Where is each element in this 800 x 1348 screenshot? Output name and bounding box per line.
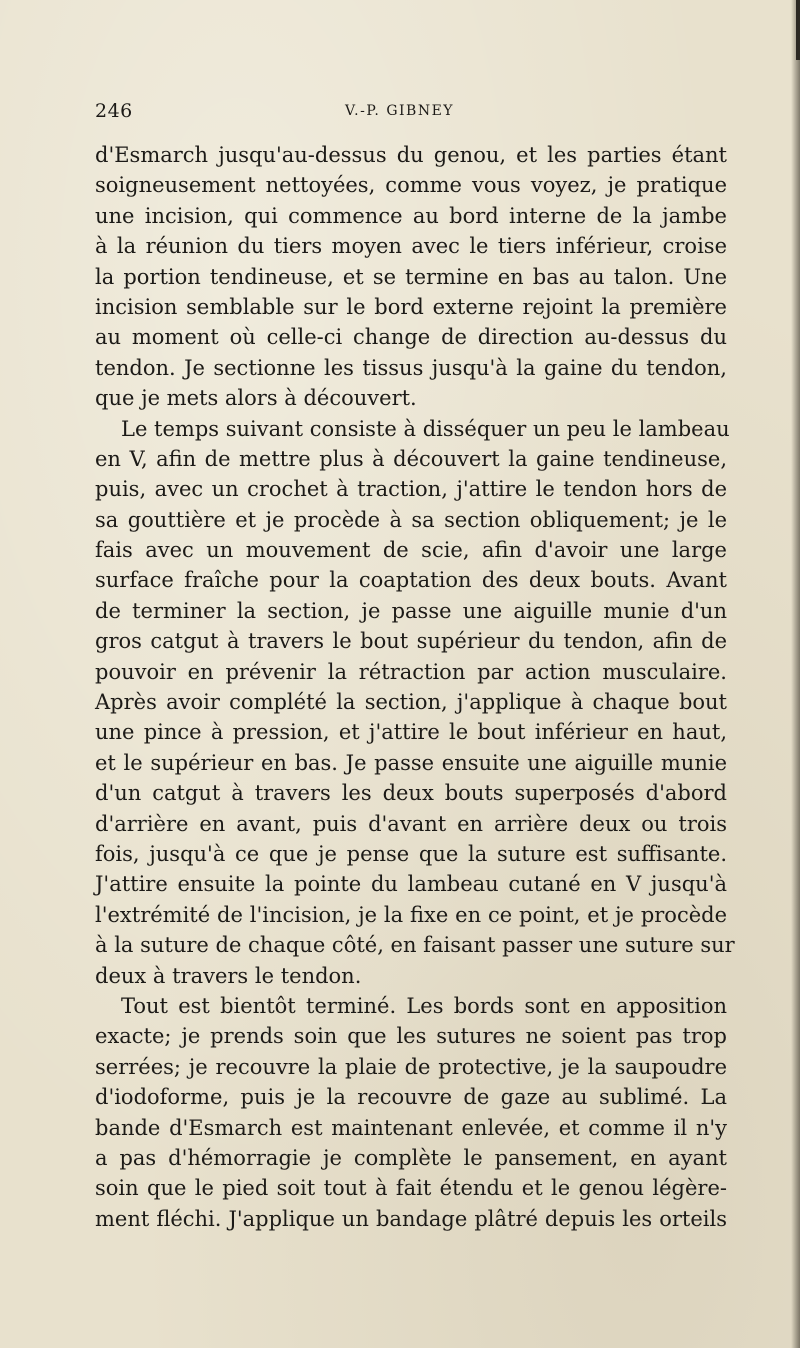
body-text [95, 140, 735, 1234]
text-line: ment fléchi. J'applique un bandage plâtré depuis les orteils [95, 1206, 727, 1231]
text-line: tendon. Je sectionne les tissus jusqu'à la gaine du tendon, [95, 355, 727, 380]
text-line: à la suture de chaque côté, en faisant passer une suture sur [95, 933, 735, 958]
text-line: soin que le pied soit tout à fait étendu et le genou légère- [95, 1176, 727, 1201]
text-line: soigneusement nettoyées, comme vous voyez, je pratique [95, 173, 727, 198]
text-line: deux à travers le tendon. [95, 963, 362, 988]
text-line: fais avec un mouvement de scie, afin d'avoir une large [95, 538, 727, 563]
text-line: sa gouttière et je procède à sa section obliquement; je le [95, 507, 727, 532]
text-line: une incision, qui commence au bord interne de la jambe [95, 203, 727, 228]
page-edge-shadow [791, 0, 800, 1348]
page-number: 246 [95, 100, 133, 122]
text-line: d'arrière en avant, puis d'avant en arrière deux ou trois [95, 811, 727, 836]
text-line: J'attire ensuite la pointe du lambeau cutané en V jusqu'à [95, 872, 727, 897]
text-line: la portion tendineuse, et se termine en bas au talon. Une [95, 264, 727, 289]
text-line: l'extrémité de l'incision, je la fixe en ce point, et je procède [95, 902, 727, 927]
text-line: d'Esmarch jusqu'au-dessus du genou, et les parties étant [95, 143, 727, 167]
text-line: pouvoir en prévenir la rétraction par action musculaire. [95, 659, 727, 684]
text-line: exacte; je prends soin que les sutures ne soient pas trop [95, 1024, 727, 1049]
text-line: a pas d'hémorragie je complète le pansement, en ayant [95, 1145, 727, 1170]
text-line: fois, jusqu'à ce que je pense que la suture est suffisante. [95, 841, 727, 866]
text-line: bande d'Esmarch est maintenant enlevée, et comme il n'y [95, 1115, 727, 1140]
text-line: surface fraîche pour la coaptation des deux bouts. Avant [95, 568, 727, 593]
page-edge-mark [796, 0, 800, 60]
text-line: Tout est bientôt terminé. Les bords sont en apposition [121, 993, 727, 1018]
text-line: de terminer la section, je passe une aiguille munie d'un [95, 598, 727, 623]
running-head: V.-P. GIBNEY [345, 103, 455, 119]
text-line: d'un catgut à travers les deux bouts superposés d'abord [95, 781, 727, 806]
text-line: d'iodoforme, puis je la recouvre de gaze au sublimé. La [95, 1085, 727, 1110]
text-line: Le temps suivant consiste à disséquer un peu le lambeau [121, 416, 730, 441]
text-line: incision semblable sur le bord externe rejoint la première [95, 294, 727, 319]
text-line: en V, afin de mettre plus à découvert la gaine tendineuse, [95, 446, 727, 471]
text-line: gros catgut à travers le bout supérieur du tendon, afin de [95, 629, 727, 654]
text-line: à la réunion du tiers moyen avec le tiers inférieur, croise [95, 234, 727, 259]
text-line: puis, avec un crochet à traction, j'attire le tendon hors de [95, 477, 727, 502]
text-line: et le supérieur en bas. Je passe ensuite une aiguille munie [95, 750, 727, 775]
page-header [95, 100, 725, 124]
text-line: Après avoir complété la section, j'applique à chaque bout [95, 690, 727, 715]
text-line: que je mets alors à découvert. [95, 386, 417, 411]
text-line: au moment où celle-ci change de direction au-dessus du [95, 325, 727, 350]
text-line: une pince à pression, et j'attire le bout inférieur en haut, [95, 720, 727, 745]
text-line: serrées; je recouvre la plaie de protective, je la saupoudre [95, 1054, 727, 1079]
